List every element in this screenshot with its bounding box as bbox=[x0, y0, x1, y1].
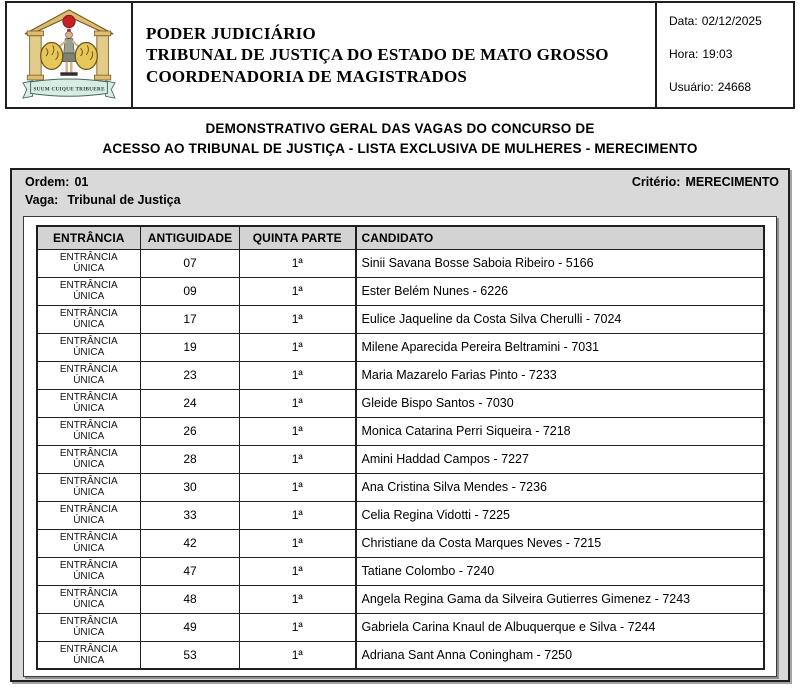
quinta-parte-cell: 1ª bbox=[240, 529, 356, 557]
entrancia-cell: ENTRÂNCIA ÚNICA bbox=[37, 557, 141, 585]
criterio-field bbox=[632, 174, 779, 191]
entrancia-cell: ENTRÂNCIA ÚNICA bbox=[37, 641, 141, 669]
entrancia-cell: ENTRÂNCIA ÚNICA bbox=[37, 445, 141, 473]
antiguidade-cell: 23 bbox=[141, 361, 240, 389]
table-row bbox=[37, 389, 764, 417]
document-title bbox=[0, 119, 800, 159]
quinta-parte-cell: 1ª bbox=[240, 361, 356, 389]
quinta-parte-cell: 1ª bbox=[240, 333, 356, 361]
antiguidade-cell: 42 bbox=[141, 529, 240, 557]
antiguidade-cell: 17 bbox=[141, 305, 240, 333]
entrancia-cell: ENTRÂNCIA ÚNICA bbox=[37, 613, 141, 641]
report-header bbox=[5, 1, 795, 109]
entrancia-cell: ENTRÂNCIA ÚNICA bbox=[37, 585, 141, 613]
entrancia-cell: ENTRÂNCIA ÚNICA bbox=[37, 389, 141, 417]
quinta-parte-cell: 1ª bbox=[240, 389, 356, 417]
entrancia-cell: ENTRÂNCIA ÚNICA bbox=[37, 305, 141, 333]
panel-header-row bbox=[12, 170, 788, 191]
quinta-parte-cell: 1ª bbox=[240, 445, 356, 473]
table-row bbox=[37, 417, 764, 445]
candidato-cell: Sinii Savana Bosse Saboia Ribeiro - 5166 bbox=[356, 249, 764, 277]
antiguidade-cell: 48 bbox=[141, 585, 240, 613]
antiguidade-cell: 19 bbox=[141, 333, 240, 361]
table-container bbox=[23, 216, 777, 677]
candidato-cell: Milene Aparecida Pereira Beltramini - 7031 bbox=[356, 333, 764, 361]
candidato-cell: Gleide Bispo Santos - 7030 bbox=[356, 389, 764, 417]
criterio-label: Critério: bbox=[631, 175, 681, 189]
table-row bbox=[37, 641, 764, 669]
vaga-label: Vaga: bbox=[25, 193, 59, 207]
antiguidade-cell: 47 bbox=[141, 557, 240, 585]
antiguidade-cell: 07 bbox=[141, 249, 240, 277]
candidato-cell: Adriana Sant Anna Coningham - 7250 bbox=[356, 641, 764, 669]
table-row bbox=[37, 613, 764, 641]
table-row bbox=[37, 277, 764, 305]
time-value: 19:03 bbox=[702, 47, 733, 61]
candidato-cell: Tatiane Colombo - 7240 bbox=[356, 557, 764, 585]
entrancia-cell: ENTRÂNCIA ÚNICA bbox=[37, 333, 141, 361]
date-label: Data: bbox=[669, 14, 698, 28]
ordem-value: 01 bbox=[74, 175, 89, 189]
quinta-parte-cell: 1ª bbox=[240, 417, 356, 445]
table-header-row bbox=[37, 226, 764, 249]
report-date bbox=[669, 14, 789, 28]
report-meta-block bbox=[657, 3, 793, 107]
time-label: Hora: bbox=[669, 47, 699, 61]
quinta-parte-cell: 1ª bbox=[240, 613, 356, 641]
quinta-parte-cell: 1ª bbox=[240, 585, 356, 613]
org-line-2: TRIBUNAL DE JUSTIÇA DO ESTADO DE MATO GROSSO bbox=[146, 45, 609, 65]
candidato-cell: Angela Regina Gama da Silveira Gutierres Gimenez - 7243 bbox=[356, 585, 764, 613]
candidates-table bbox=[36, 225, 765, 670]
candidato-cell: Celia Regina Vidotti - 7225 bbox=[356, 501, 764, 529]
antiguidade-cell: 49 bbox=[141, 613, 240, 641]
document-title-line-2: ACESSO AO TRIBUNAL DE JUSTIÇA - LISTA EXCLUSIVA DE MULHERES - MERECIMENTO bbox=[102, 141, 698, 156]
org-title-block bbox=[133, 3, 657, 107]
candidato-cell: Amini Haddad Campos - 7227 bbox=[356, 445, 764, 473]
quinta-parte-cell: 1ª bbox=[240, 557, 356, 585]
antiguidade-cell: 26 bbox=[141, 417, 240, 445]
entrancia-cell: ENTRÂNCIA ÚNICA bbox=[37, 529, 141, 557]
entrancia-cell: ENTRÂNCIA ÚNICA bbox=[37, 361, 141, 389]
candidato-cell: Ester Belém Nunes - 6226 bbox=[356, 277, 764, 305]
org-line-3: COORDENADORIA DE MAGISTRADOS bbox=[146, 66, 468, 86]
vaga-value: Tribunal de Justiça bbox=[67, 193, 181, 207]
vaga-field bbox=[12, 191, 788, 209]
quinta-parte-cell: 1ª bbox=[240, 641, 356, 669]
table-row bbox=[37, 333, 764, 361]
entrancia-cell: ENTRÂNCIA ÚNICA bbox=[37, 417, 141, 445]
logo-cell bbox=[7, 3, 133, 107]
user-label: Usuário: bbox=[669, 80, 714, 94]
candidato-cell: Christiane da Costa Marques Neves - 7215 bbox=[356, 529, 764, 557]
criterio-value: MERECIMENTO bbox=[685, 175, 779, 189]
ordem-field bbox=[25, 174, 88, 191]
quinta-parte-cell: 1ª bbox=[240, 249, 356, 277]
table-row bbox=[37, 249, 764, 277]
header-antiguidade: ANTIGUIDADE bbox=[141, 226, 240, 249]
user-value: 24668 bbox=[717, 80, 752, 94]
entrancia-cell: ENTRÂNCIA ÚNICA bbox=[37, 277, 141, 305]
report-time bbox=[669, 47, 789, 61]
table-row bbox=[37, 557, 764, 585]
table-row bbox=[37, 501, 764, 529]
entrancia-cell: ENTRÂNCIA ÚNICA bbox=[37, 501, 141, 529]
quinta-parte-cell: 1ª bbox=[240, 473, 356, 501]
antiguidade-cell: 33 bbox=[141, 501, 240, 529]
entrancia-cell: ENTRÂNCIA ÚNICA bbox=[37, 473, 141, 501]
candidato-cell: Ana Cristina Silva Mendes - 7236 bbox=[356, 473, 764, 501]
antiguidade-cell: 09 bbox=[141, 277, 240, 305]
table-row bbox=[37, 529, 764, 557]
tjmt-coat-of-arms-icon bbox=[20, 7, 118, 103]
quinta-parte-cell: 1ª bbox=[240, 501, 356, 529]
entrancia-cell: ENTRÂNCIA ÚNICA bbox=[37, 249, 141, 277]
date-value: 02/12/2025 bbox=[701, 14, 762, 28]
antiguidade-cell: 28 bbox=[141, 445, 240, 473]
header-entrancia: ENTRÂNCIA bbox=[37, 226, 141, 249]
table-row bbox=[37, 305, 764, 333]
table-row bbox=[37, 361, 764, 389]
vacancy-panel bbox=[10, 168, 790, 682]
crest-motto: SUUM CUIQUE TRIBUERE bbox=[33, 86, 105, 93]
antiguidade-cell: 30 bbox=[141, 473, 240, 501]
antiguidade-cell: 53 bbox=[141, 641, 240, 669]
candidato-cell: Maria Mazarelo Farias Pinto - 7233 bbox=[356, 361, 764, 389]
candidato-cell: Eulice Jaqueline da Costa Silva Cherulli - 7024 bbox=[356, 305, 764, 333]
header-candidato: CANDIDATO bbox=[356, 226, 764, 249]
table-row bbox=[37, 585, 764, 613]
quinta-parte-cell: 1ª bbox=[240, 305, 356, 333]
table-row bbox=[37, 473, 764, 501]
table-row bbox=[37, 445, 764, 473]
org-line-1: PODER JUDICIÁRIO bbox=[146, 23, 316, 43]
quinta-parte-cell: 1ª bbox=[240, 277, 356, 305]
document-title-line-1: DEMONSTRATIVO GERAL DAS VAGAS DO CONCURSO DE bbox=[205, 121, 595, 136]
ordem-label: Ordem: bbox=[25, 175, 70, 189]
header-quinta-parte: QUINTA PARTE bbox=[240, 226, 356, 249]
candidato-cell: Gabriela Carina Knaul de Albuquerque e Silva - 7244 bbox=[356, 613, 764, 641]
report-user bbox=[669, 80, 789, 94]
candidato-cell: Monica Catarina Perri Siqueira - 7218 bbox=[356, 417, 764, 445]
antiguidade-cell: 24 bbox=[141, 389, 240, 417]
